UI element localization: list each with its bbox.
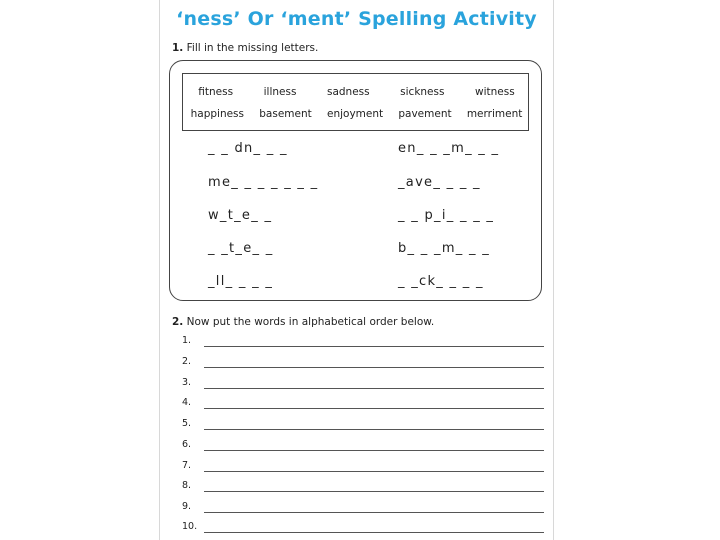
word-bank-item: illness — [263, 86, 297, 98]
answer-line-rule — [204, 408, 544, 409]
word-bank-item: enjoyment — [326, 108, 384, 120]
question-2-number: 2. — [172, 316, 184, 328]
answer-line[interactable] — [172, 519, 544, 537]
answer-line-number: 2. — [182, 356, 192, 367]
answer-line-number: 5. — [182, 418, 192, 429]
fill-blank-word[interactable]: me_ _ _ _ _ _ _ — [208, 175, 319, 190]
fill-blank-word[interactable]: w_t_e_ _ — [208, 208, 273, 223]
worksheet-page — [160, 0, 553, 540]
answer-line[interactable] — [172, 354, 544, 372]
answer-line-number: 6. — [182, 439, 192, 450]
answer-line-number: 3. — [182, 377, 192, 388]
answer-line-number: 4. — [182, 397, 192, 408]
word-bank-item: fitness — [198, 86, 234, 98]
word-bank-item: sadness — [326, 86, 370, 98]
answer-line[interactable] — [172, 416, 544, 434]
answer-line-rule — [204, 471, 544, 472]
exercise-panel — [169, 60, 542, 301]
answer-line[interactable] — [172, 499, 544, 517]
fill-blank-word[interactable]: _ _ck_ _ _ _ — [398, 274, 484, 289]
fill-blank-word[interactable]: _ _ dn_ _ _ — [208, 141, 288, 156]
question-1-number: 1. — [172, 42, 184, 54]
answer-line[interactable] — [172, 333, 544, 351]
word-bank-item: sickness — [400, 86, 445, 98]
word-bank-item: merriment — [466, 108, 523, 120]
answer-line[interactable] — [172, 437, 544, 455]
answer-line-number: 1. — [182, 335, 192, 346]
answer-line-number: 8. — [182, 480, 192, 491]
word-bank-item: witness — [475, 86, 515, 98]
answer-line-rule — [204, 429, 544, 430]
answer-line-number: 10. — [182, 521, 198, 532]
answer-line[interactable] — [172, 375, 544, 393]
word-bank-row-2 — [183, 108, 530, 120]
answer-line-number: 7. — [182, 460, 192, 471]
fill-blank-word[interactable]: _ _t_e_ _ — [208, 241, 274, 256]
fill-blank-word[interactable]: _ll_ _ _ _ — [208, 274, 274, 289]
fill-blank-word[interactable]: _ave_ _ _ _ — [398, 175, 481, 190]
answer-line-rule — [204, 346, 544, 347]
answer-line-rule — [204, 512, 544, 513]
question-2-text: Now put the words in alphabetical order below. — [186, 316, 435, 328]
answer-line[interactable] — [172, 478, 544, 496]
word-bank-item: pavement — [398, 108, 452, 120]
answer-line[interactable] — [172, 458, 544, 476]
fill-blank-word[interactable]: en_ _ _m_ _ _ — [398, 141, 500, 156]
question-1-text: Fill in the missing letters. — [186, 42, 319, 54]
word-bank-item: basement — [259, 108, 312, 120]
answer-line-number: 9. — [182, 501, 192, 512]
answer-line-rule — [204, 388, 544, 389]
question-2 — [172, 316, 434, 328]
question-1 — [172, 42, 318, 54]
fill-blank-word[interactable]: _ _ p_i_ _ _ _ — [398, 208, 495, 223]
answer-line-rule — [204, 367, 544, 368]
answer-line[interactable] — [172, 395, 544, 413]
answer-line-rule — [204, 491, 544, 492]
answer-line-rule — [204, 532, 544, 533]
word-bank — [182, 73, 529, 131]
answer-line-rule — [204, 450, 544, 451]
fill-blank-word[interactable]: b_ _ _m_ _ _ — [398, 241, 491, 256]
word-bank-row-1 — [183, 86, 530, 98]
word-bank-item: happiness — [190, 108, 245, 120]
worksheet-title: ‘ness’ Or ‘ment’ Spelling Activity — [176, 8, 537, 30]
